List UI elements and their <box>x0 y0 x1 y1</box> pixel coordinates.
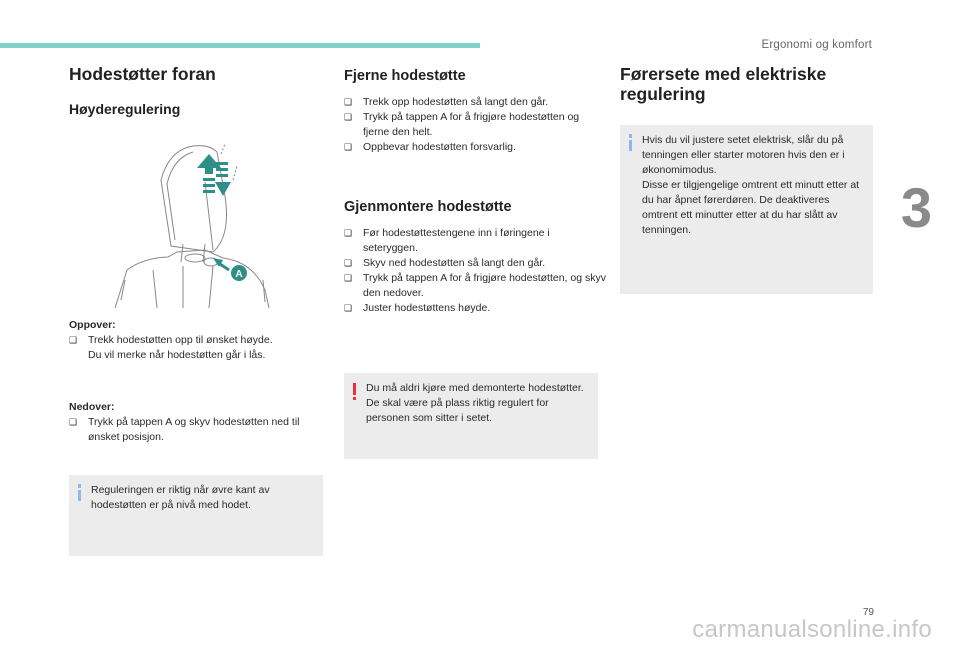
info-note-text: Reguleringen er riktig når øvre kant av hodestøtten er på nivå med hodet. <box>91 484 270 511</box>
info-note-electric-seat <box>620 125 873 294</box>
info-icon <box>629 134 632 151</box>
remove-steps-list <box>344 95 606 155</box>
remove-step-1: ❑ Trekk opp hodestøtten så langt den går. <box>344 95 606 110</box>
watermark: carmanualsonline.info <box>692 616 932 643</box>
label-down: Nedover: <box>69 401 115 413</box>
arrow-up-down-icon <box>197 154 231 196</box>
headrest-illustration <box>113 140 271 312</box>
page-number: 79 <box>862 607 874 618</box>
section-title-headrests: Hodestøtter foran <box>69 64 216 84</box>
refit-step-4: ❑ Juster hodestøttens høyde. <box>344 301 606 316</box>
column-remove-refit <box>344 64 606 316</box>
warning-icon <box>353 383 356 400</box>
label-up: Oppover: <box>69 319 116 331</box>
warning-note-text: Du må aldri kjøre med demonterte hodestøtter. De skal være på plass riktig regulert for personen som sitter i setet. <box>366 382 584 424</box>
illustration-label: A <box>235 269 243 280</box>
section-down <box>69 400 327 445</box>
info-note-headrest <box>69 475 323 556</box>
info-icon <box>78 484 81 501</box>
section-up <box>69 318 327 363</box>
remove-step-3: ❑ Oppbevar hodestøtten forsvarlig. <box>344 140 606 155</box>
refit-step-1: ❑ Før hodestøttestengene inn i føringene i seteryggen. <box>344 226 606 256</box>
column-electric-seat <box>620 64 876 104</box>
subsection-title-height: Høyderegulering <box>69 101 181 117</box>
section-title-refit: Gjenmontere hodestøtte <box>344 199 512 215</box>
chapter-number: 3 <box>900 176 932 239</box>
section-title-remove: Fjerne hodestøtte <box>344 68 466 84</box>
refit-step-2: ❑ Skyv ned hodestøtten så langt den går. <box>344 256 606 271</box>
warning-note <box>344 373 598 459</box>
step-down-1: ❑ Trykk på tappen A og skyv hodestøtten ned til ønsket posisjon. <box>69 415 327 445</box>
info-note-text: Hvis du vil justere setet elektrisk, slår du på tenningen eller starter motoren hvis den er i økonomimodus. Disse er tilgjengelige omtrent ett minutt etter at du har åpnet førerdøren. De deaktiveres omtrent ett minutter etter at du har slått av tenningen. <box>642 134 860 236</box>
chapter-title: Ergonomi og komfort <box>761 39 872 51</box>
section-title-electric-seat: Førersete med elektriske regulering <box>620 64 827 104</box>
column-headrest-front <box>69 64 327 117</box>
step-up-1: ❑ Trekk hodestøtten opp til ønsket høyde. Du vil merke når hodestøtten går i lås. <box>69 333 327 363</box>
header-accent-bar <box>0 43 480 48</box>
remove-step-2: ❑ Trykk på tappen A for å frigjøre hodestøtten og fjerne den helt. <box>344 110 606 140</box>
refit-steps-list <box>344 226 606 316</box>
refit-step-3: ❑ Trykk på tappen A for å frigjøre hodestøtten, og skyv den nedover. <box>344 271 606 301</box>
